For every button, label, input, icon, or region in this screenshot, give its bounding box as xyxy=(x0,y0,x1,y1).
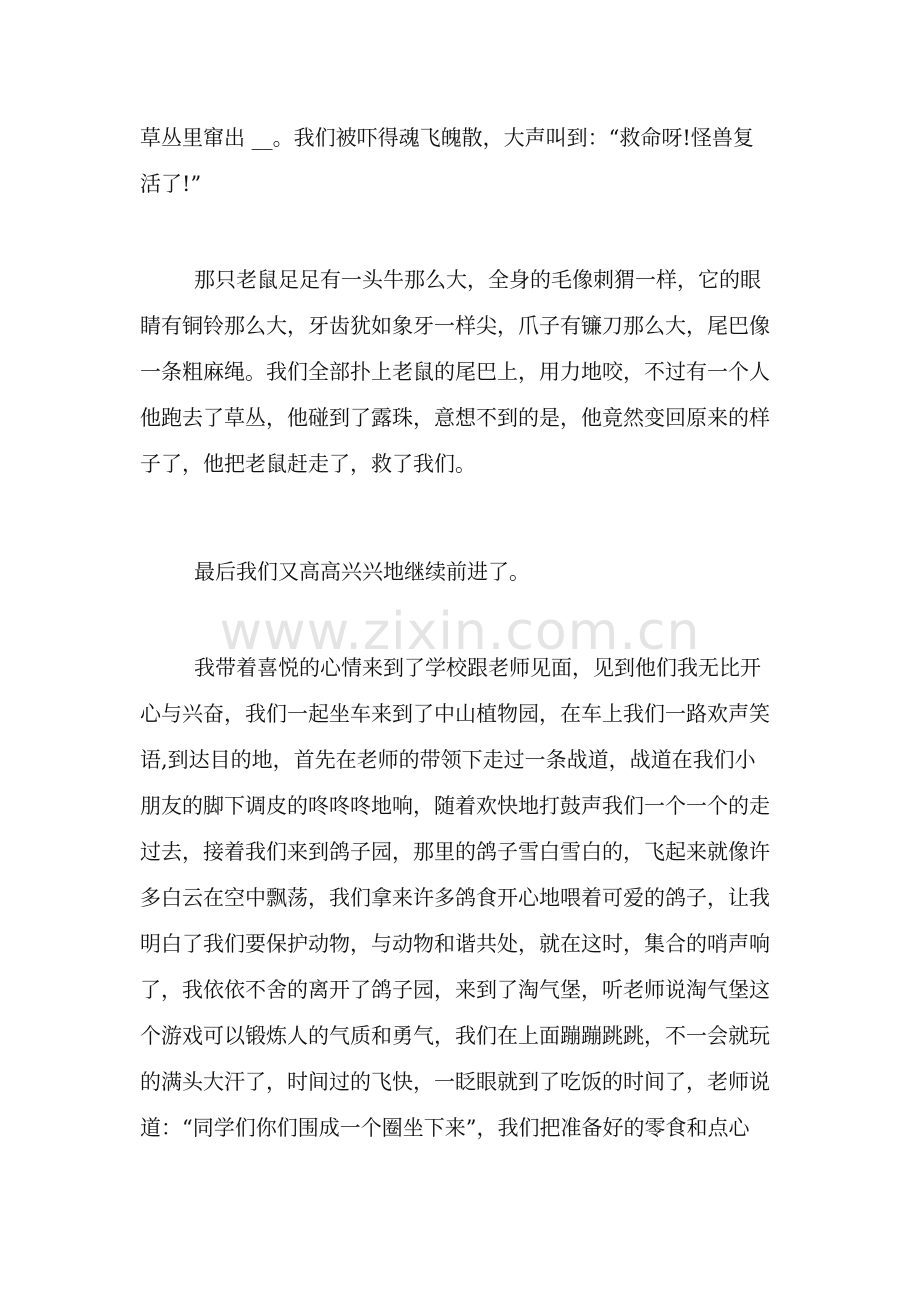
paragraph-4-line-3: 语,到达目的地，首先在老师的带领下走过一条战道，战道在我们小 xyxy=(140,748,756,772)
paragraph-4-line-8: 了，我依依不舍的离开了鸽子园，来到了淘气堡，听老师说淘气堡这 xyxy=(140,978,770,1002)
paragraph-2-line-5: 子了，他把老鼠赶走了，救了我们。 xyxy=(140,452,476,476)
watermark: www.zixin.com.cn xyxy=(219,602,701,662)
paragraph-1-line-1: 草丛里窜出 __。我们被吓得魂飞魄散，大声叫到：“救命呀!怪兽复 xyxy=(140,126,754,150)
paragraph-2-line-4: 他跑去了草丛，他碰到了露珠，意想不到的是，他竟然变回原来的样 xyxy=(140,406,770,430)
paragraph-4-line-6: 多白云在空中飘荡，我们拿来许多鸽食开心地喂着可爱的鸽子，让我 xyxy=(140,886,770,910)
paragraph-4-line-2: 心与兴奋，我们一起坐车来到了中山植物园，在车上我们一路欢声笑 xyxy=(140,702,770,726)
paragraph-4-line-11: 道：“同学们你们围成一个圈坐下来”，我们把准备好的零食和点心 xyxy=(140,1116,750,1140)
paragraph-4-line-7: 明白了我们要保护动物，与动物和谐共处，就在这时，集合的哨声响 xyxy=(140,932,770,956)
paragraph-3-line-1: 最后我们又高高兴兴地继续前进了。 xyxy=(194,560,530,584)
paragraph-4-line-5: 过去，接着我们来到鸽子园，那里的鸽子雪白雪白的，飞起来就像许 xyxy=(140,840,770,864)
paragraph-4-line-4: 朋友的脚下调皮的咚咚咚地响，随着欢快地打鼓声我们一个一个的走 xyxy=(140,794,770,818)
paragraph-2-line-1: 那只老鼠足足有一头牛那么大，全身的毛像刺猬一样，它的眼 xyxy=(194,268,761,292)
paragraph-4-line-9: 个游戏可以锻炼人的气质和勇气，我们在上面蹦蹦跳跳，不一会就玩 xyxy=(140,1024,770,1048)
paragraph-2-line-2: 睛有铜铃那么大，牙齿犹如象牙一样尖，爪子有镰刀那么大，尾巴像 xyxy=(140,314,770,338)
paragraph-1-line-2: 活了!” xyxy=(140,172,202,196)
paragraph-2-line-3: 一条粗麻绳。我们全部扑上老鼠的尾巴上，用力地咬，不过有一个人 xyxy=(140,360,770,384)
paragraph-4-line-1: 我带着喜悦的心情来到了学校跟老师见面，见到他们我无比开 xyxy=(194,656,761,680)
paragraph-4-line-10: 的满头大汗了，时间过的飞快，一眨眼就到了吃饭的时间了，老师说 xyxy=(140,1070,770,1094)
